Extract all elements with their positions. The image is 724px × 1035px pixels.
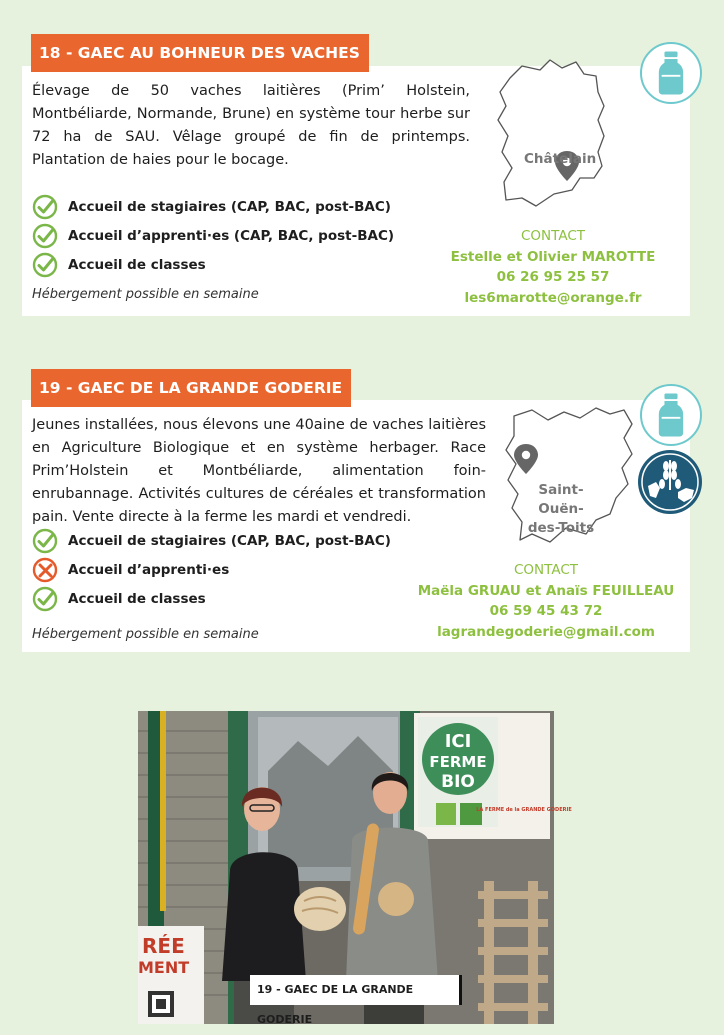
contact-block — [416, 560, 676, 642]
feature-item — [32, 221, 394, 250]
contact-email[interactable]: lagrandegoderie@gmail.com — [437, 623, 655, 640]
farm-photo — [138, 711, 572, 1026]
lodging-note: Hébergement possible en semaine — [32, 627, 259, 642]
feature-label: Accueil de classes — [68, 590, 206, 607]
farm-card-19 — [22, 400, 690, 652]
sign-small-text: LA FERME de la GRANDE GODERIE — [476, 807, 572, 813]
farm-title: 18 - GAEC AU BOHNEUR DES VACHES — [31, 34, 369, 72]
location-label: Châtelain — [524, 151, 597, 167]
photo-caption: 19 - GAEC DE LA GRANDE GODERIE — [250, 975, 462, 1005]
farm-title: 19 - GAEC DE LA GRANDE GODERIE — [31, 369, 351, 407]
contact-heading: CONTACT — [520, 228, 586, 244]
contact-phone[interactable]: 06 26 95 25 57 — [496, 269, 610, 285]
milk-badge — [640, 384, 702, 446]
feature-label: Accueil d’apprenti·es (CAP, BAC, post-BAC) — [68, 227, 395, 244]
contact-block — [450, 226, 656, 308]
crops-livestock-icon — [638, 450, 702, 514]
contact-email[interactable]: les6marotte@orange.fr — [464, 289, 642, 306]
feature-label: Accueil d’apprenti·es — [68, 561, 230, 578]
farm-description: Jeunes installées, nous élevons une 40aine de vaches laitières en Agriculture Biologique et en système herbager. Race Prim’Holstein et Montbéliarde, alimentation foin-enrubannage. Activités cultures de céréales et transformation pain. Vente directe à la ferme les mardi et vendredi. — [32, 417, 486, 525]
feature-item — [32, 584, 391, 613]
milk-bottle-icon — [642, 44, 700, 102]
contact-phone[interactable]: 06 59 45 43 72 — [489, 603, 603, 619]
contact-names: Estelle et Olivier MAROTTE — [450, 248, 656, 265]
department-map — [492, 48, 612, 212]
location-label — [519, 481, 603, 538]
feature-label: Accueil de stagiaires (CAP, BAC, post-BAC) — [68, 198, 391, 215]
location-label-line1: Saint-Ouën- — [538, 482, 584, 517]
lodging-note: Hébergement possible en semaine — [32, 287, 259, 302]
feature-item — [32, 555, 391, 584]
crops-livestock-badge — [638, 450, 702, 514]
contact-names: Maëla GRUAU et Anaïs FEUILLEAU — [417, 582, 675, 599]
contact-heading: CONTACT — [513, 562, 579, 578]
milk-badge — [640, 42, 702, 104]
feature-list — [32, 526, 391, 613]
milk-bottle-icon — [642, 386, 700, 444]
feature-item — [32, 192, 394, 221]
poster-text-1: RÉE — [142, 934, 185, 958]
check-icon — [32, 194, 58, 220]
feature-list — [32, 192, 394, 279]
farm-description: Élevage de 50 vaches laitières (Prim’ Holstein, Montbéliarde, Normande, Brune) en système tour herbe sur 72 ha de SAU. Vêlage groupé de fin de printemps. Plantation de haies pour le bocage. — [32, 83, 470, 168]
sign-text-2: FERME — [429, 753, 487, 771]
cross-icon — [32, 557, 58, 583]
location-label-line2: des-Toits — [527, 520, 595, 536]
feature-label: Accueil de classes — [68, 256, 206, 273]
feature-label: Accueil de stagiaires (CAP, BAC, post-BAC) — [68, 532, 391, 549]
feature-item — [32, 526, 391, 555]
feature-item — [32, 250, 394, 279]
check-icon — [32, 528, 58, 554]
poster-text-2: MENT — [138, 958, 190, 977]
farm-card-18 — [22, 66, 690, 316]
sign-text-1: ICI — [444, 731, 472, 752]
check-icon — [32, 586, 58, 612]
sign-text-3: BIO — [441, 772, 475, 792]
check-icon — [32, 252, 58, 278]
check-icon — [32, 223, 58, 249]
